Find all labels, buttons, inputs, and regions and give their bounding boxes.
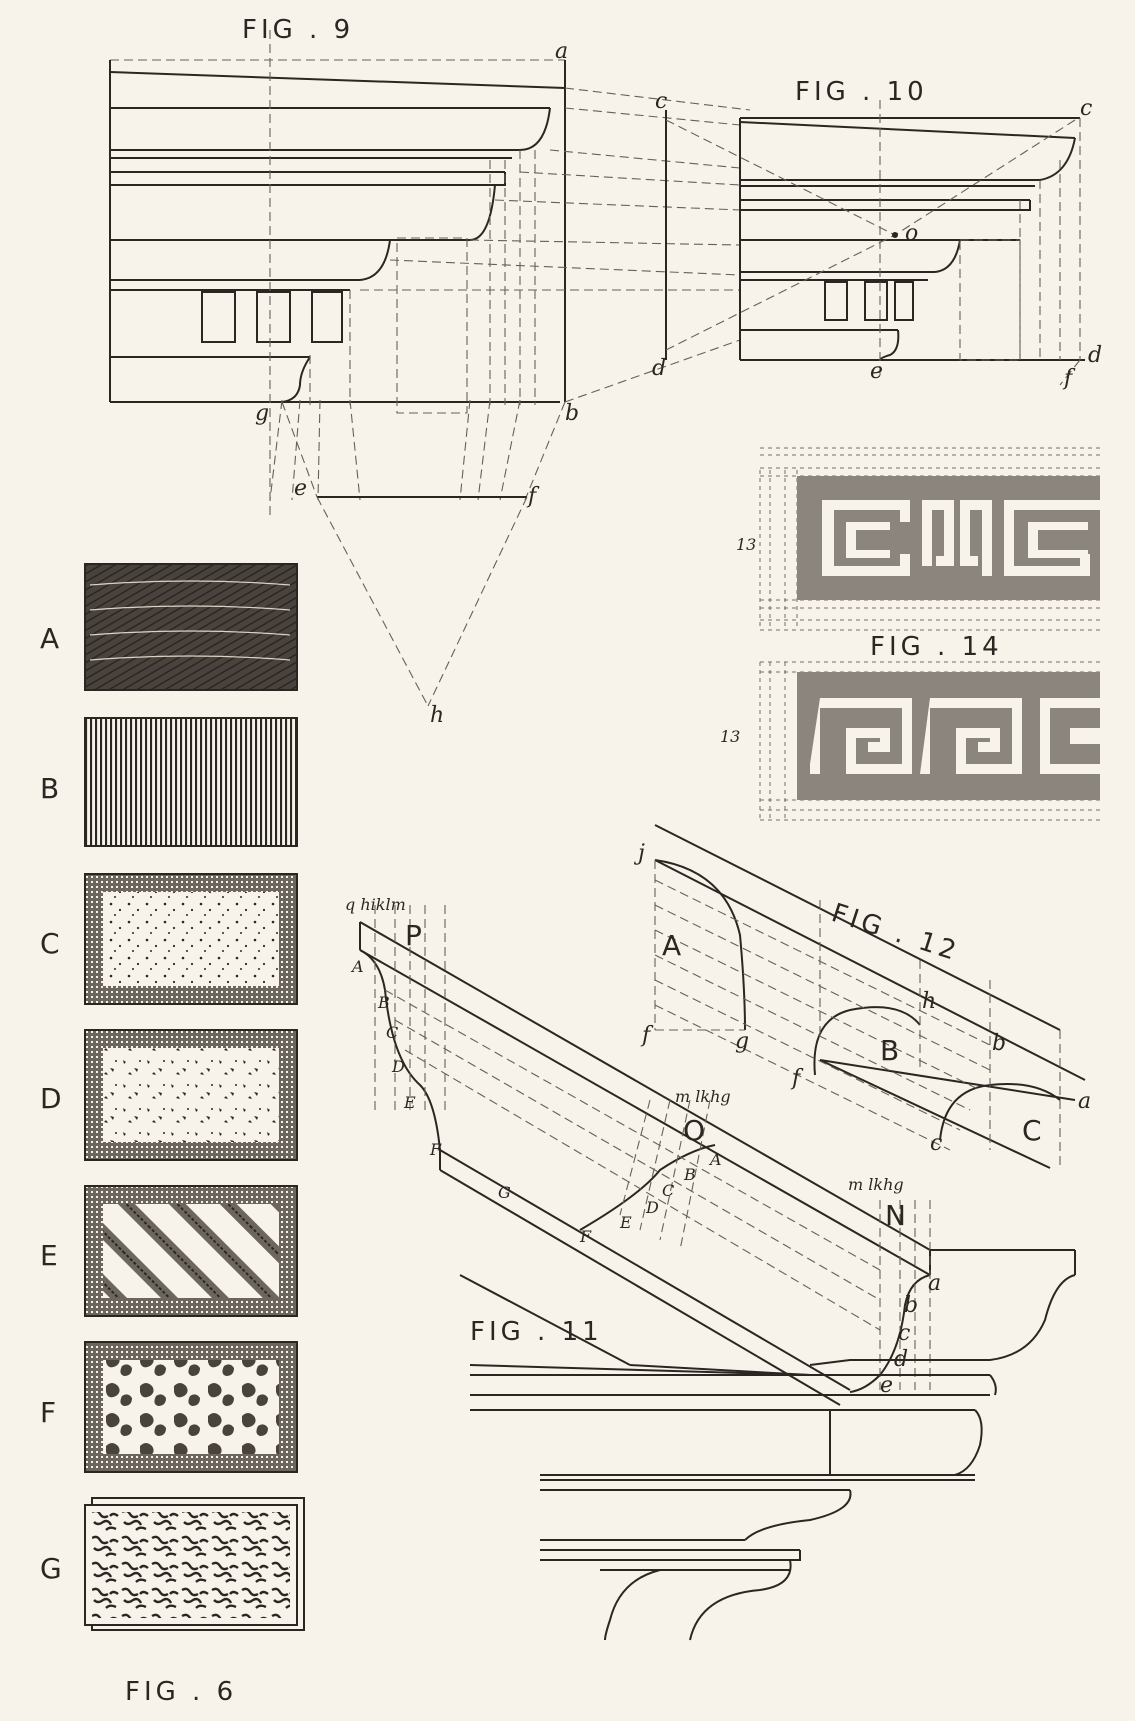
fig11-right-c: c [898,1321,911,1346]
fig11-left-D: D [392,1057,405,1076]
fig14-upper-band [736,448,1100,630]
fig11-left-B: B [378,993,390,1012]
fig11-left-F: F [430,1140,442,1159]
fig11-p-heads: q hiklm [345,895,406,914]
fig12-point-a: a [1078,1089,1092,1114]
fig9-title: FIG . 9 [242,15,355,45]
fig11-title: FIG . 11 [470,1317,603,1347]
fig12-section-b: B [880,1034,900,1067]
fig11-mid-E: E [620,1213,632,1232]
fig14-greek-key-borders [720,448,1100,820]
fig11-section-p: P [405,919,422,952]
swatch-label-e: E [40,1239,58,1272]
fig12-point-b: b [992,1031,1007,1056]
fig9-point-g: g [255,401,270,426]
fig10-point-d-right: d [1088,343,1103,368]
fig11-right-b: b [904,1293,919,1318]
fig10-cornice-section [652,77,1102,391]
fig14-upper-dimension: 13 [736,535,757,554]
fig9-point-f: f [528,484,537,509]
swatch-label-d: D [40,1082,62,1115]
fig10-point-o: o [905,221,919,246]
fig10-title: FIG . 10 [795,77,928,107]
swatch-label-f: F [40,1396,57,1429]
fig12-point-f2: f [792,1066,801,1091]
fig11-mid-B: B [684,1165,696,1184]
fig10-point-d-left: d [652,356,667,381]
fig12-point-g: g [735,1029,750,1054]
fig11-n-heads: m lkhg [848,1175,904,1194]
fig12-point-f: f [642,1023,651,1048]
fig11-left-A: A [352,957,364,976]
fig11-mid-A: A [710,1150,722,1169]
fig12-section-c: C [1022,1114,1042,1147]
fig10-point-c-left: c [655,89,668,114]
fig11-right-a: a [928,1271,942,1296]
fig10-point-e: e [870,359,884,384]
fig14-title: FIG . 14 [870,632,1003,662]
fig12-point-j: j [638,841,645,866]
fig11-mid-C: C [662,1181,675,1200]
swatch-label-b: B [40,772,60,805]
swatch-label-c: C [40,927,60,960]
fig12-title: FIG . 12 [827,898,964,968]
fig11-left-G: G [498,1183,511,1202]
fig14-lower-dimension: 13 [720,727,741,746]
fig9-point-b: b [565,401,580,426]
fig14-lower-band [720,662,1100,820]
fig9-point-e: e [294,476,308,501]
fig9-point-h: h [430,703,445,728]
fig6-material-swatches [40,564,304,1707]
fig6-title: FIG . 6 [125,1677,238,1707]
fig11-section-n: N [885,1199,906,1232]
fig9-point-a: a [555,39,569,64]
fig11-left-E: E [404,1093,416,1112]
fig11-section-o: O [683,1114,706,1147]
fig11-mid-F: F [580,1227,592,1246]
fig11-left-C: C [386,1023,399,1042]
fig12-point-h: h [922,989,937,1014]
swatch-label-a: A [40,622,60,655]
swatch-label-g: G [40,1552,62,1585]
fig12-point-c: c [930,1131,943,1156]
fig11-mid-D: D [646,1198,659,1217]
fig11-right-e: e [880,1373,894,1398]
fig11-right-d: d [894,1347,909,1372]
fig11-o-heads: m lkhg [675,1087,731,1106]
fig10-point-f: f [1064,366,1073,391]
projection-lines [360,88,750,402]
fig10-point-c-right: c [1080,96,1093,121]
swatch-b-wood [85,718,297,846]
fig12-section-a: A [662,929,682,962]
